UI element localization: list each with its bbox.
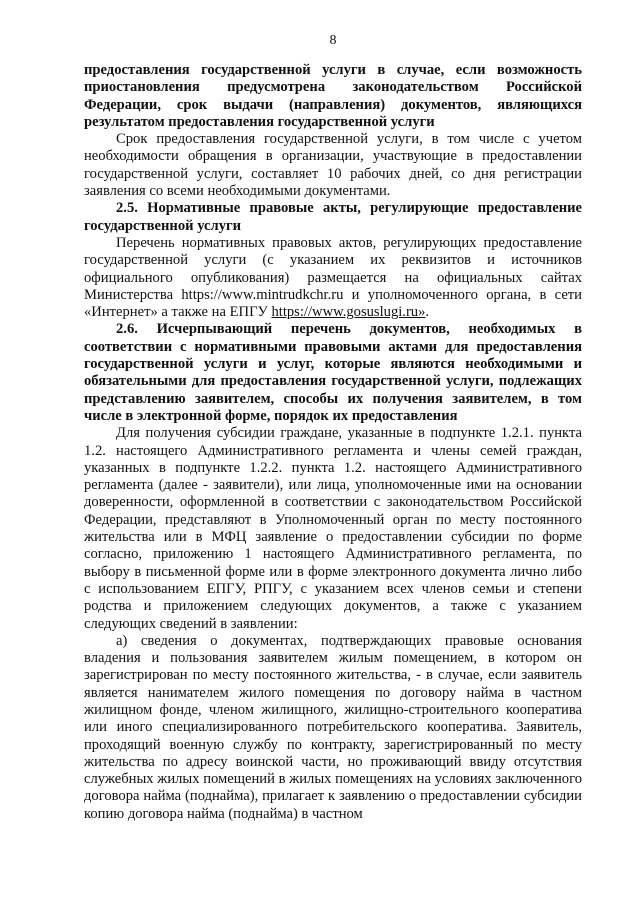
paragraph-applicants: Для получения субсидии граждане, указанные в подпункте 1.2.1. пункта 1.2. настоящего Административного регламента и члены семей граждан, указанных в подпункте 1.2.2. пункта 1.2. настоящего Административного регламента (далее - заявители), или лица, уполномоченные ими на основании доверенности, оформленной в соответствии с законодательством Российской Федерации, представляют в Уполномоченный орган по месту постоянного жительства или в МФЦ заявление о предоставлении субсидии по форме согласно, приложению 1 настоящего Административного регламента, по выбору в письменной форме или в форме электронного документа лично либо с использованием ЕПГУ, РПГУ, с указанием всех членов семьи и степени родства и приложением следующих документов, а также с указанием следующих сведений в заявлении:	[84, 425, 582, 632]
paragraph-legal-acts	[84, 235, 582, 321]
section-heading-continued: предоставления государственной услуги в случае, если возможность приостановления предусмотрена законодательством Российской Федерации, срок выдачи (направления) документов, являющихся результатом предоставления государственной услуги	[84, 62, 582, 130]
paragraph-term: Срок предоставления государственной услуги, в том числе с учетом необходимости обращения в организации, участвующие в предоставлении государственной услуги, составляет 10 рабочих дней, со дня регистрации заявления со всеми необходимыми документами.	[84, 131, 582, 200]
paragraph-legal-acts-text: Перечень нормативных правовых актов, регулирующих предоставление государственной услуги (с указанием их реквизитов и источников официального опубликования) размещается на официальных сайтах Министерства https://www.mintrudkchr.ru и уполномоченного органа, в сети «Интернет» а также на ЕПГУ	[84, 234, 582, 321]
paragraph-legal-acts-end: .	[425, 304, 430, 321]
section-heading-2-6: 2.6. Исчерпывающий перечень документов, необходимых в соответствии с нормативными правовыми актами для предоставления государственной услуги и услуг, которые являются необходимыми и обязательными для предоставления государственной услуги, подлежащих представлению заявителем, способы их получения заявителем, в том числе в электронной форме, порядок их предоставления	[84, 321, 582, 424]
paragraph-item-a: а) сведения о документах, подтверждающих правовые основания владения и пользования заявителем жилым помещением, в котором он зарегистрирован по месту постоянного жительства, - в случае, если заявитель является нанимателем жилого помещения по договору найма в частном жилищном фонде, членом жилищного, жилищно-строительного кооператива или иного специализированного потребительского кооператива. Заявитель, проходящий военную службу по контракту, зарегистрированный по месту жительства по адресу воинской части, но проживающий ввиду отсутствия служебных жилых помещений в жилых помещениях на условиях заключенного договора найма (поднайма), прилагает к заявлению о предоставлении субсидии копию договора найма (поднайма) в частном	[84, 632, 582, 822]
gosuslugi-link[interactable]: https://www.gosuslugi.ru»	[271, 304, 426, 321]
page-number: 8	[329, 33, 337, 48]
section-heading-2-5: 2.5. Нормативные правовые акты, регулирующие предоставление государственной услуги	[84, 200, 582, 234]
